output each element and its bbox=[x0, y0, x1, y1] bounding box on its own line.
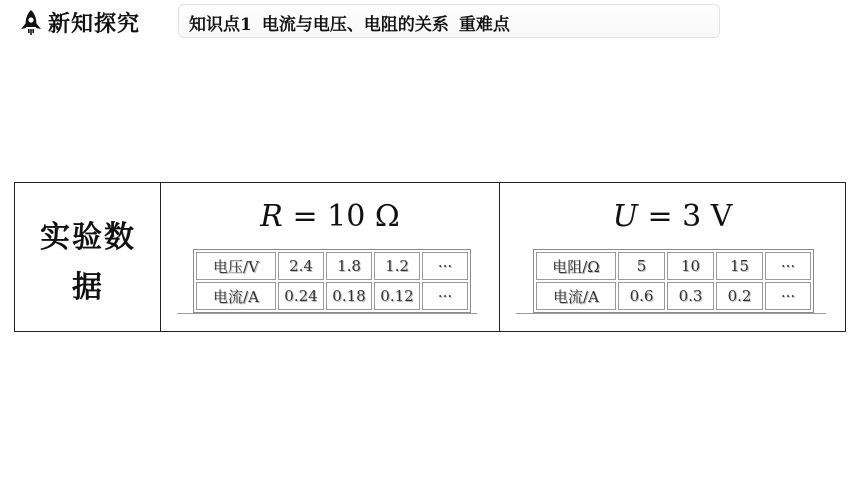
table-cell: 0.24 bbox=[278, 282, 324, 310]
resistance-current-table bbox=[533, 249, 814, 313]
formula-variable: R bbox=[260, 199, 283, 234]
voltage-current-table bbox=[193, 249, 471, 313]
topic-bar bbox=[178, 4, 720, 38]
voltage-condition bbox=[500, 199, 845, 234]
difficulty-tag: 重难点 bbox=[458, 15, 510, 35]
table-cell: 0.18 bbox=[326, 282, 372, 310]
rocket-icon bbox=[18, 9, 44, 37]
formula-variable: U bbox=[612, 199, 638, 234]
formula-value: = 10 Ω bbox=[292, 199, 400, 234]
row-header: 电流/A bbox=[536, 282, 616, 310]
table-row bbox=[536, 282, 811, 310]
section-title: 新知探究 bbox=[48, 11, 141, 37]
row-label-cell bbox=[15, 183, 161, 331]
table-row bbox=[196, 282, 468, 310]
divider-line bbox=[177, 313, 477, 314]
constant-resistance-group bbox=[161, 183, 500, 331]
divider-line bbox=[516, 313, 826, 314]
row-label bbox=[33, 213, 143, 313]
row-header: 电流/A bbox=[196, 282, 276, 310]
table-row bbox=[196, 252, 468, 280]
topic-text bbox=[189, 10, 510, 35]
table-cell: 0.3 bbox=[667, 282, 714, 310]
table-cell: ··· bbox=[422, 282, 468, 310]
constant-voltage-group bbox=[500, 183, 845, 331]
table-cell: 2.4 bbox=[278, 252, 324, 280]
table-cell: 1.2 bbox=[374, 252, 420, 280]
header bbox=[16, 4, 728, 38]
table-cell: ··· bbox=[422, 252, 468, 280]
row-header: 电阻/Ω bbox=[536, 252, 616, 280]
table-cell: 5 bbox=[618, 252, 665, 280]
experiment-data-table bbox=[14, 182, 846, 332]
table-cell: 0.6 bbox=[618, 282, 665, 310]
table-cell: 1.8 bbox=[326, 252, 372, 280]
resistance-condition bbox=[161, 199, 499, 234]
table-cell: 0.12 bbox=[374, 282, 420, 310]
row-label-line-1: 实验数 bbox=[40, 220, 136, 255]
row-label-line-2: 据 bbox=[72, 270, 104, 305]
table-row bbox=[536, 252, 811, 280]
table-cell: 15 bbox=[716, 252, 763, 280]
row-header: 电压/V bbox=[196, 252, 276, 280]
topic-number: 知识点1 bbox=[189, 15, 252, 35]
table-cell: 0.2 bbox=[716, 282, 763, 310]
table-cell: 10 bbox=[667, 252, 714, 280]
table-cell: ··· bbox=[765, 282, 811, 310]
table-cell: ··· bbox=[765, 252, 811, 280]
formula-value: = 3 V bbox=[647, 199, 733, 234]
topic-title: 电流与电压、电阻的关系 bbox=[261, 15, 449, 35]
